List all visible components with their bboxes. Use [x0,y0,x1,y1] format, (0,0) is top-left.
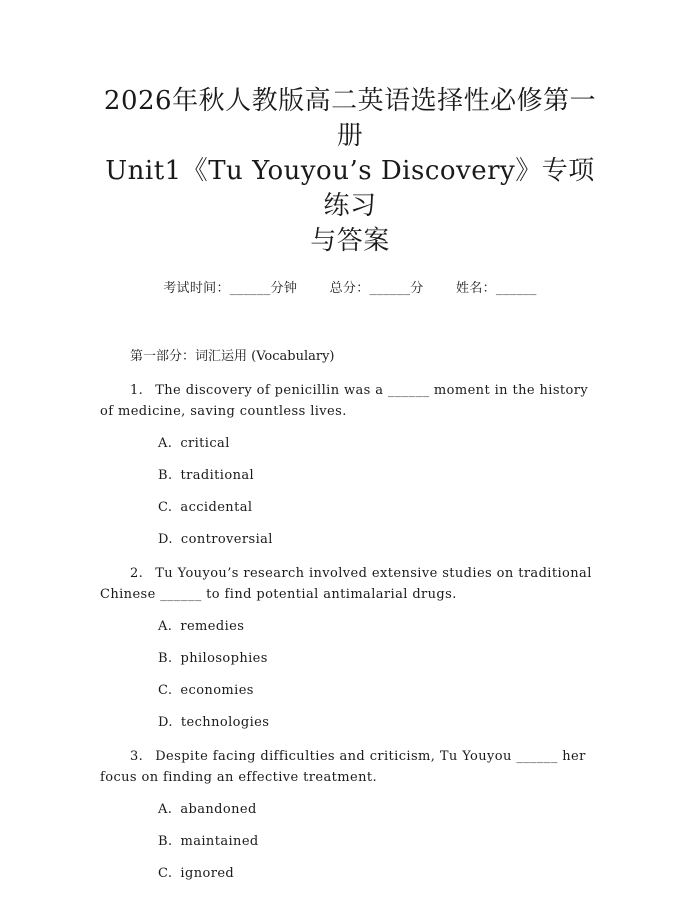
option-text: controversial [180,532,273,547]
option-text: accidental [180,500,253,515]
question-number: 1. [130,383,144,398]
question-2-option-d [100,712,600,733]
option-text: abandoned [180,802,257,817]
option-letter: A. [158,802,173,817]
title-line-1: 2026年秋人教版高二英语选择性必修第一册 [103,86,597,151]
option-letter: A. [158,619,173,634]
question-3 [100,746,600,788]
question-2-option-c [100,680,600,701]
document-title [100,0,600,259]
question-3-option-a [100,799,600,820]
question-2 [100,563,600,605]
exam-time: 考试时间：______分钟 [163,281,298,296]
option-text: technologies [180,715,270,730]
student-name: 姓名：______ [456,281,537,296]
question-number: 2. [130,566,144,581]
question-3-option-c [100,863,600,884]
question-text: Tu Youyou’s research involved extensive studies on traditional Chinese ______ to find potential antimalarial drugs. [100,566,592,602]
option-letter: B. [158,651,173,666]
exam-score: 总分：______分 [329,281,424,296]
question-2-option-a [100,616,600,637]
section-heading: 第一部分：词汇运用 (Vocabulary) [130,349,335,364]
question-1-option-a [100,433,600,454]
option-letter: A. [158,436,173,451]
option-text: traditional [180,468,255,483]
option-letter: B. [158,468,173,483]
question-1-option-d [100,529,600,550]
option-text: ignored [180,866,235,881]
option-letter: D. [158,532,173,547]
question-text: The discovery of penicillin was a ______ moment in the history of medicine, saving countless lives. [100,383,589,419]
option-text: remedies [180,619,245,634]
option-text: philosophies [180,651,268,666]
option-letter: C. [158,683,173,698]
exam-info [100,279,600,299]
title-line-3: 与答案 [310,226,390,256]
option-text: critical [180,436,230,451]
title-line-2: Unit1《Tu Youyou’s Discovery》专项练习 [105,156,595,221]
option-letter: C. [158,866,173,881]
question-text: Despite facing difficulties and criticism, Tu Youyou ______ her focus on finding an effective treatment. [100,749,586,785]
question-2-option-b [100,648,600,669]
question-number: 3. [130,749,144,764]
question-3-option-b [100,831,600,852]
question-1 [100,380,600,422]
option-text: maintained [180,834,259,849]
option-letter: D. [158,715,173,730]
option-text: economies [180,683,254,698]
question-1-option-b [100,465,600,486]
option-letter: B. [158,834,173,849]
question-1-option-c [100,497,600,518]
option-letter: C. [158,500,173,515]
